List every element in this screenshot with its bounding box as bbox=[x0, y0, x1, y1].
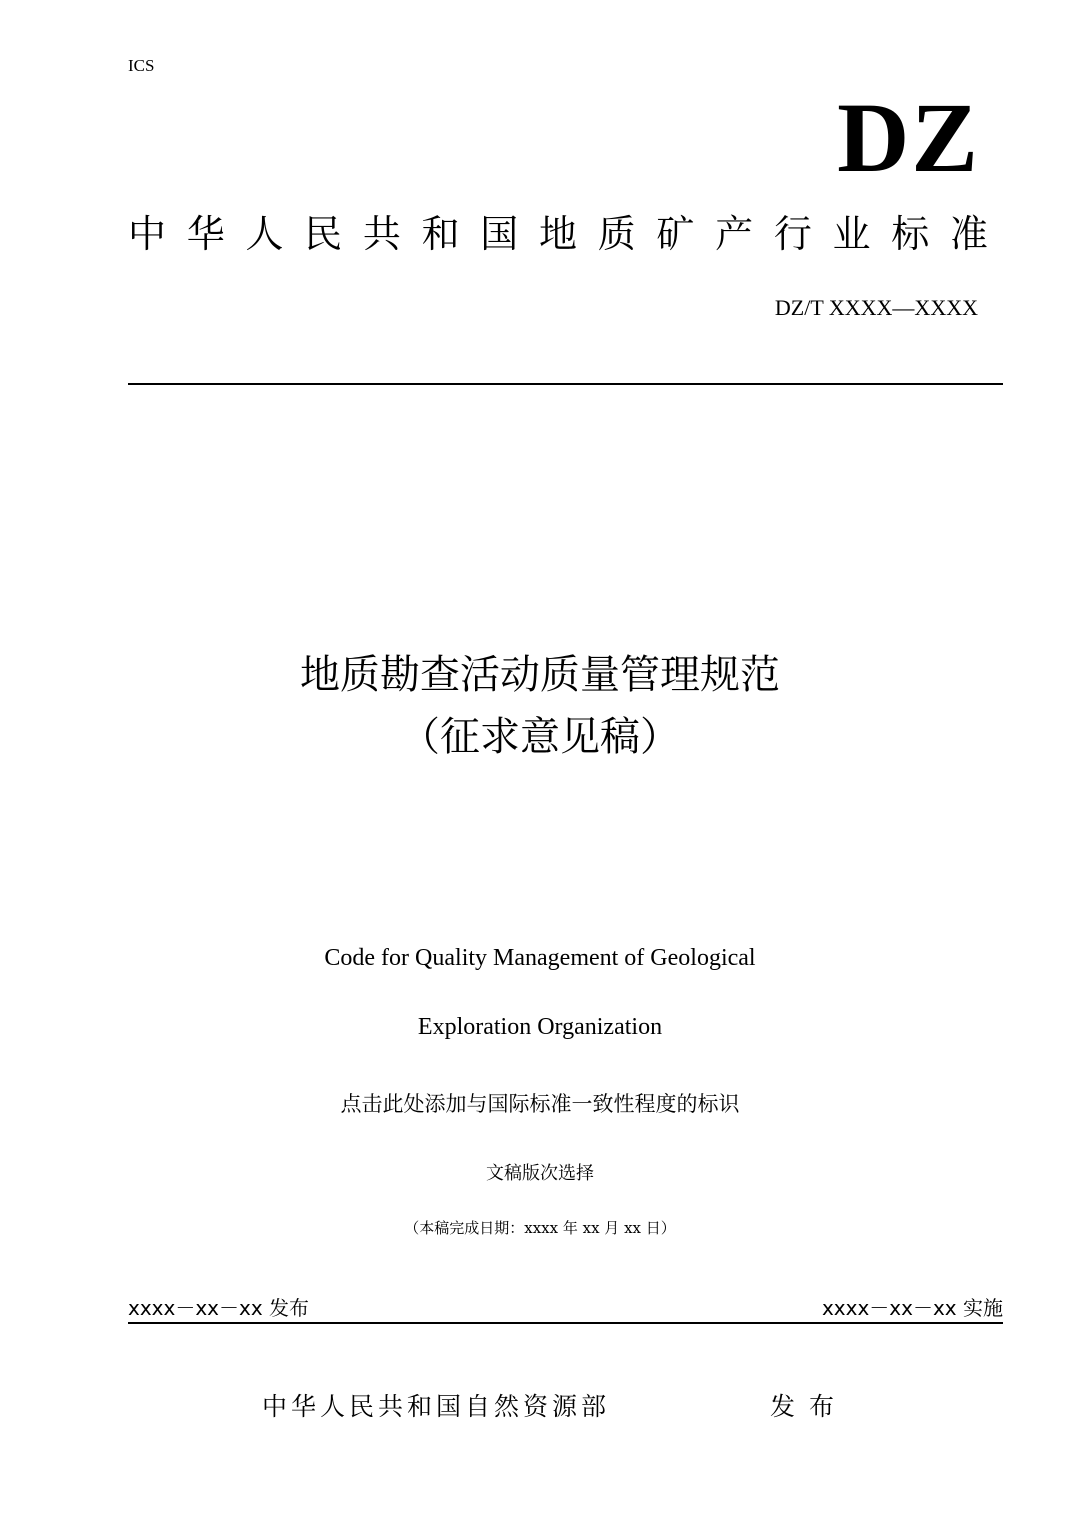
ics-label: ICS bbox=[128, 56, 155, 75]
dz-logo: DZ bbox=[837, 82, 980, 193]
draft-version-selector[interactable]: 文稿版次选择 bbox=[486, 1163, 594, 1184]
document-subtitle: （征求意见稿） bbox=[400, 714, 680, 760]
document-title: 地质勘查活动质量管理规范 bbox=[300, 652, 780, 698]
publisher-name: 中华人民共和国自然资源部 bbox=[262, 1392, 611, 1421]
english-title-line2: Exploration Organization bbox=[417, 1014, 663, 1040]
header-divider bbox=[128, 383, 1003, 385]
completion-date: （本稿完成日期：xxxx 年 xx 月 xx 日） bbox=[404, 1219, 676, 1237]
conformity-placeholder[interactable]: 点击此处添加与国际标准一致性程度的标识 bbox=[340, 1092, 740, 1116]
issue-date: xxxx－xx－xx 发布 bbox=[128, 1296, 310, 1320]
english-title-line1: Code for Quality Management of Geological bbox=[324, 945, 756, 971]
standard-number: DZ/T XXXX—XXXX bbox=[774, 295, 978, 320]
standard-category: 中华人民共和国地质矿产行业标准 bbox=[128, 212, 988, 256]
publish-label: 发布 bbox=[770, 1392, 849, 1421]
footer-divider bbox=[128, 1322, 1003, 1324]
implementation-date: xxxx－xx－xx 实施 bbox=[821, 1296, 1003, 1320]
